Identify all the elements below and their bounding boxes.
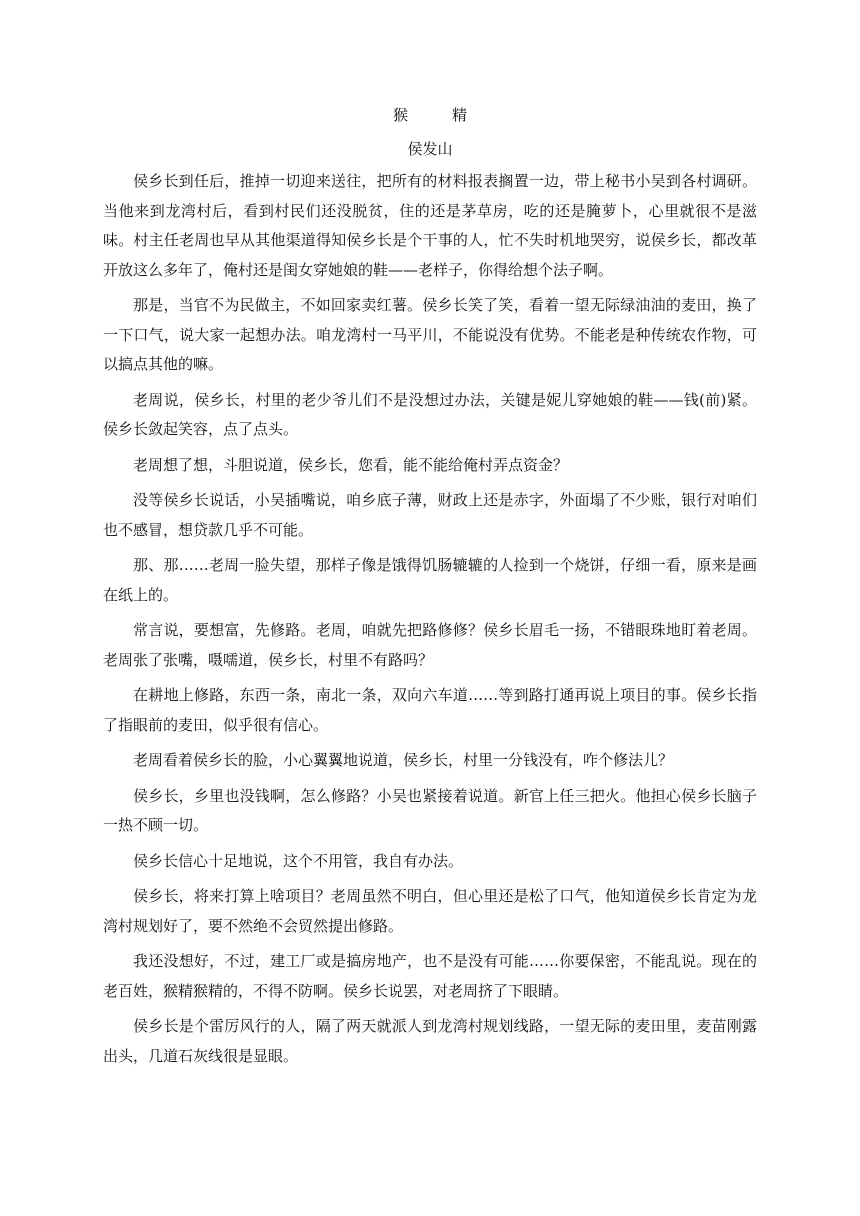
author-name: 侯发山 xyxy=(407,140,453,158)
paragraph: 没等侯乡长说话，小吴插嘴说，咱乡底子薄，财政上还是赤字，外面塌了不少账，银行对咱们也不感冒，想贷款几乎不可能。 xyxy=(103,491,757,539)
paragraph: 在耕地上修路，东西一条，南北一条，双向六车道……等到路打通再说上项目的事。侯乡长指了指眼前的麦田，似乎很有信心。 xyxy=(103,686,757,734)
paragraph: 老周想了想，斗胆说道，侯乡长，您看，能不能给俺村弄点资金？ xyxy=(133,455,569,474)
paragraph: 那是，当官不为民做主，不如回家卖红薯。侯乡长笑了笑，看着一望无际绿油油的麦田，换了一下口气，说大家一起想办法。咱龙湾村一马平川，不能说没有优势。不能老是种传统农作物，可以搞点其他的嘛。 xyxy=(103,296,757,373)
paragraph: 那、那……老周一脸失望，那样子像是饿得饥肠辘辘的人捡到一个烧饼，仔细一看，原来是画在纸上的。 xyxy=(103,556,757,604)
paragraph: 侯乡长是个雷厉风行的人，隔了两天就派人到龙湾村规划线路，一望无际的麦田里，麦苗刚露出头，几道石灰线很是显眼。 xyxy=(103,1017,757,1065)
paragraph: 老周说，侯乡长，村里的老少爷儿们不是没想过办法，关键是妮儿穿她娘的鞋——钱(前)紧。侯乡长敛起笑容，点了点头。 xyxy=(103,390,757,438)
paragraph: 侯乡长，将来打算上啥项目？老周虽然不明白，但心里还是松了口气，他知道侯乡长肯定为龙湾村规划好了，要不然绝不会贸然提出修路。 xyxy=(103,887,757,935)
story-title xyxy=(103,103,757,127)
paragraph: 侯乡长信心十足地说，这个不用管，我自有办法。 xyxy=(133,851,464,870)
paragraph: 侯乡长，乡里也没钱啊，怎么修路？小吴也紧接着说道。新官上任三把火。他担心侯乡长脑子一热不顾一切。 xyxy=(103,786,757,834)
title-char-1: 猴 xyxy=(392,106,408,124)
paragraph: 我还没想好，不过，建工厂或是搞房地产，也不是没有可能……你要保密，不能乱说。现在的老百姓，猴精猴精的，不得不防啊。侯乡长说罢，对老周挤了下眼睛。 xyxy=(103,952,757,1000)
title-char-2: 精 xyxy=(452,106,468,124)
document-page xyxy=(103,103,757,1077)
paragraph: 常言说，要想富，先修路。老周，咱就先把路修修？侯乡长眉毛一扬，不错眼珠地盯着老周。老周张了张嘴，嗫嚅道，侯乡长，村里不有路吗？ xyxy=(103,621,757,669)
paragraph: 老周看着侯乡长的脸，小心翼翼地说道，侯乡长，村里一分钱没有，咋个修法儿？ xyxy=(133,751,674,769)
paragraph: 侯乡长到任后，推掉一切迎来送往，把所有的材料报表搁置一边，带上秘书小吴到各村调研。当他来到龙湾村后，看到村民们还没脱贫，住的还是茅草房，吃的还是腌萝卜，心里就很不是滋味。村主任老周也早从其他渠道得知侯乡长是个干事的人，忙不失时机地哭穷，说侯乡长，都改革开放这么多年了，俺村还是闺女穿她娘的鞋——老样子，你得给想个法子啊。 xyxy=(103,172,757,279)
